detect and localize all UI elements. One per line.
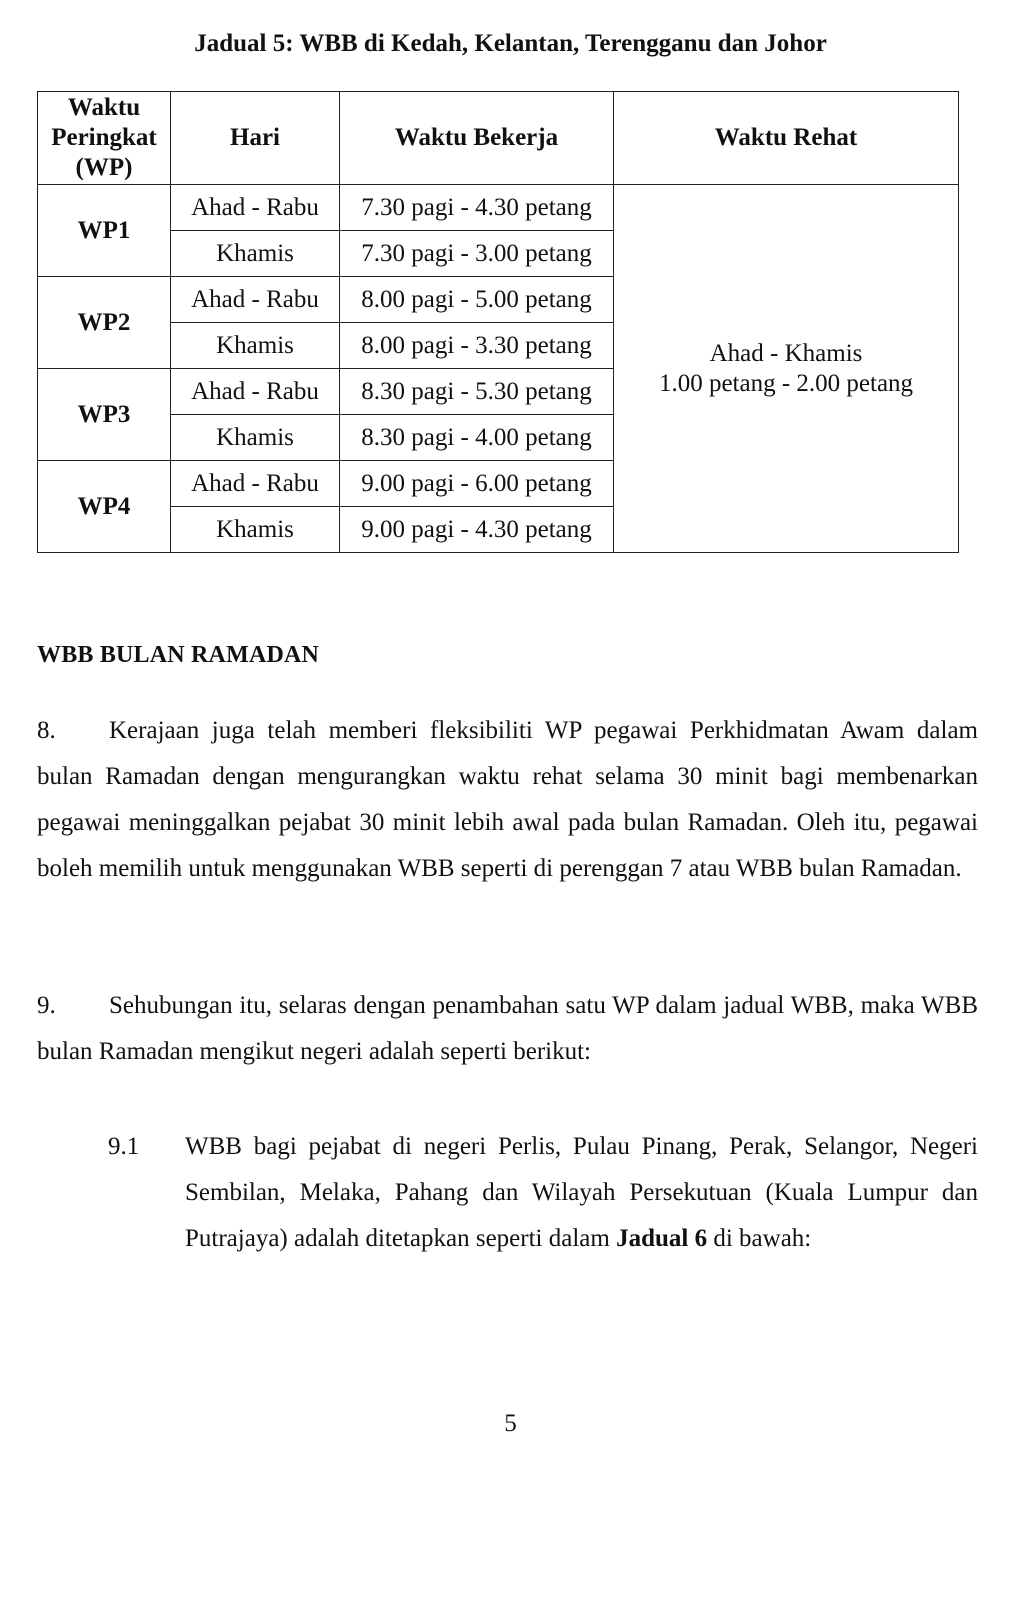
- section-heading: WBB BULAN RAMADAN: [37, 642, 320, 668]
- wp-cell: WP3: [38, 369, 171, 461]
- header-wp: [38, 92, 171, 185]
- wp-cell: WP1: [38, 185, 171, 277]
- table-header-row: [38, 92, 959, 185]
- rest-days: Ahad - Khamis: [709, 339, 863, 367]
- header-work: Waktu Bekerja: [340, 92, 614, 185]
- header-day: Hari: [171, 92, 340, 185]
- day-cell: Khamis: [171, 507, 340, 553]
- day-cell: Khamis: [171, 231, 340, 277]
- table-row: [38, 185, 959, 231]
- header-rest: Waktu Rehat: [614, 92, 959, 185]
- work-time-cell: 8.00 pagi - 3.30 petang: [340, 323, 614, 369]
- paragraph-body: WBB bagi pejabat di negeri Perlis, Pulau Pinang, Perak, Selangor, Negeri Sembilan, Melaka, Pahang dan Wilayah Persekutuan (Kuala Lumpur dan Putrajaya) adalah ditetapkan seperti dalam: [185, 1133, 978, 1252]
- page-number: 5: [504, 1410, 517, 1437]
- paragraph-9: [37, 983, 978, 1075]
- table-title: Jadual 5: WBB di Kedah, Kelantan, Terengganu dan Johor: [194, 30, 827, 57]
- paragraph-8: [37, 708, 978, 892]
- header-wp-line: Waktu: [67, 94, 141, 121]
- day-cell: Ahad - Rabu: [171, 277, 340, 323]
- paragraph-text: Kerajaan juga telah memberi fleksibiliti WP pegawai Perkhidmatan Awam dalam bulan Ramadan dengan mengurangkan waktu rehat selama 30 minit bagi membenarkan pegawai meninggalkan pejabat 30 minit lebih awal pada bulan Ramadan. Oleh itu, pegawai boleh memilih untuk menggunakan WBB seperti di perenggan 7 atau WBB bulan Ramadan.: [37, 717, 978, 882]
- wbb-table: [37, 91, 959, 553]
- header-wp-line: Peringkat: [51, 124, 157, 151]
- work-time-cell: 7.30 pagi - 4.30 petang: [340, 185, 614, 231]
- paragraph-number: 8.: [37, 717, 56, 744]
- work-time-cell: 9.00 pagi - 4.30 petang: [340, 507, 614, 553]
- work-time-cell: 8.30 pagi - 4.00 petang: [340, 415, 614, 461]
- day-cell: Ahad - Rabu: [171, 185, 340, 231]
- day-cell: Khamis: [171, 415, 340, 461]
- work-time-cell: 8.30 pagi - 5.30 petang: [340, 369, 614, 415]
- paragraph-number: 9.: [37, 992, 56, 1019]
- day-cell: Ahad - Rabu: [171, 369, 340, 415]
- paragraph-number: 9.1: [108, 1133, 140, 1160]
- day-cell: Khamis: [171, 323, 340, 369]
- work-time-cell: 8.00 pagi - 5.00 petang: [340, 277, 614, 323]
- paragraph-tail: di bawah:: [713, 1225, 812, 1252]
- rest-cell: [614, 185, 959, 553]
- paragraph-text: [185, 1124, 978, 1262]
- rest-time: 1.00 petang - 2.00 petang: [658, 369, 914, 397]
- wp-cell: WP4: [38, 461, 171, 553]
- work-time-cell: 9.00 pagi - 6.00 petang: [340, 461, 614, 507]
- header-wp-line: (WP): [75, 154, 133, 181]
- paragraph-9-1: [108, 1124, 978, 1262]
- day-cell: Ahad - Rabu: [171, 461, 340, 507]
- table-reference: Jadual 6: [616, 1225, 708, 1252]
- work-time-cell: 7.30 pagi - 3.00 petang: [340, 231, 614, 277]
- wp-cell: WP2: [38, 277, 171, 369]
- paragraph-text: Sehubungan itu, selaras dengan penambahan satu WP dalam jadual WBB, maka WBB bulan Ramadan mengikut negeri adalah seperti berikut:: [37, 992, 978, 1065]
